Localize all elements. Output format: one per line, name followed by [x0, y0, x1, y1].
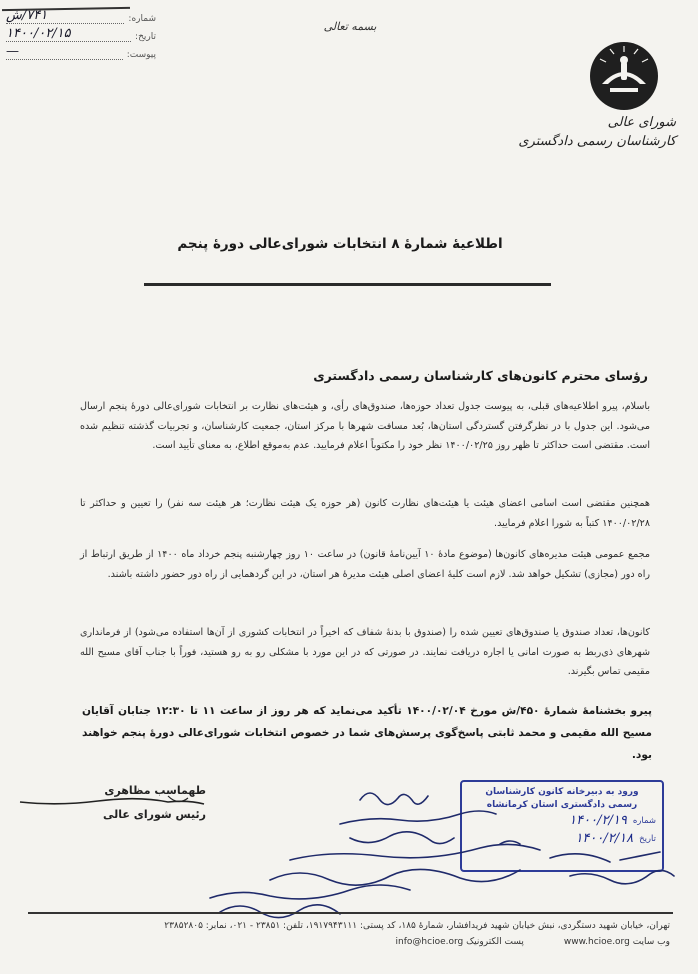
- organization-line2: کارشناسان رسمی دادگستری: [518, 134, 676, 149]
- attachment-value: —: [6, 44, 123, 60]
- footer-contacts: [10, 934, 670, 950]
- footer-website-group: [564, 934, 670, 950]
- meta-number-row: [6, 6, 156, 24]
- meta-date-row: [6, 24, 156, 42]
- paragraph-5: پیرو بخشنامهٔ شمارهٔ ۴۵۰/ش مورخ ۱۴۰۰/۰۲/۰۴ تأکید می‌نماید که هر روز از ساعت ۱۱ تا ۱۲:۳۰ جنابان آقایان مسیح الله مقیمی و محمد ثابتی پاسخ‌گوی پرسش‌های شما در خصوص انتخابات شورای‌عالی دورهٔ پنجم خواهند بود.: [82, 705, 652, 761]
- footer: [10, 918, 670, 950]
- footer-rule: [28, 912, 673, 914]
- stamp-number-value: ۱۴۰۰/۲/۱۹: [569, 813, 627, 828]
- footer-address: تهران، خیابان شهید دستگردی، نبش خیابان شهید فریدافشار، شمارهٔ ۱۸۵، کد پستی: ۱۹۱۷۹۴۳۱۱۱، تلفن: ۲۳۸۵۱ - ۰۲۱، نمابر: ۲۳۸۵۲۸۰۵: [164, 921, 670, 931]
- paragraph-3: مجمع عمومی هیئت مدیره‌های کانون‌ها (موضوع مادهٔ ۱۰ آیین‌نامهٔ قانون) در ساعت ۱۰ روز چهارشنبه پنجم خرداد ماه ۱۴۰۰ از طریق ارتباط از راه دور (مجازی) تشکیل خواهد شد. لازم است کلیهٔ اعضای اصلی هیئت مدیرهٔ هر استان، در این گردهمایی از راه دور حضور داشته باشند.: [80, 549, 650, 580]
- signatory-role: رئیس شورای عالی: [103, 808, 206, 821]
- footer-email-group: [396, 934, 524, 950]
- date-value: ۱۴۰۰/۰۲/۱۵: [6, 26, 131, 42]
- paragraph-4: کانون‌ها، تعداد صندوق یا صندوق‌های تعیین شده را (صندوق با بدنهٔ شفاف که اخیراً در انتخابات کشوری از آن‌ها استفاده می‌شود) از فرمانداری شهرهای ذی‌ربط به صورت امانی یا اجاره دریافت نمایند. در صورتی که در این مورد با مشکلی رو به رو هستید، فوراً با جناب آقای مسیح الله مقیمی تماس بگیرند.: [80, 627, 650, 677]
- signatory-name: طهماسب مظاهری: [104, 784, 206, 797]
- organization-line1: شورای عالی: [607, 115, 676, 130]
- number-value: ۷۴۱/ش: [6, 8, 124, 24]
- attachment-label: پیوست:: [126, 50, 156, 60]
- paragraph-1: باسلام، پیرو اطلاعیه‌های قبلی، به پیوست جدول تعداد حوزه‌ها، صندوق‌های رأی، و هیئت‌های نظارت بر انتخابات شورای‌عالی دورهٔ پنجم ارسال می‌شود. این جدول با در نظرگرفتن گستردگی استان‌ها، بُعد مسافت شهرها با مرکز استان، جمعیت کارشناسان، و تجربیات گذشته تنظیم شده است. مقتضی است حداکثر تا ظهر روز ۱۴۰۰/۰۲/۲۵ نظر خود را مکتوباً اعلام فرمایید. عدم به‌موقع اطلاع، به معنای تأیید است.: [80, 401, 650, 451]
- date-label: تاریخ:: [135, 32, 156, 42]
- organization-name: [506, 115, 676, 149]
- stamp-date-value: ۱۴۰۰/۲/۱۸: [575, 831, 634, 846]
- salutation: رؤسای محترم کانون‌های کارشناسان رسمی دادگستری: [313, 368, 648, 383]
- organization-logo-icon: [588, 40, 660, 112]
- announcement-title: اطلاعیهٔ شمارهٔ ۸ انتخابات شورای‌عالی دورهٔ پنجم: [177, 236, 503, 252]
- stamp-line1: ورود به دبیرخانه کانون کارشناسان: [485, 787, 639, 797]
- paragraph-2: همچنین مقتضی است اسامی اعضای هیئت یا هیئت‌های نظارت کانون (هر حوزه یک هیئت نظارت؛ هر هیئت سه نفر) را تعیین و حداکثر تا ۱۴۰۰/۰۲/۲۸ کتباً به شورا اعلام فرمایید.: [80, 498, 650, 529]
- meta-attachment-row: [6, 42, 156, 60]
- email-link[interactable]: info@hcioe.org: [395, 937, 464, 947]
- stamp-date-label: تاریخ: [639, 833, 656, 844]
- number-label: شماره:: [128, 14, 156, 24]
- website-link[interactable]: www.hcioe.org: [563, 937, 630, 947]
- website-label: وب سایت: [632, 937, 670, 947]
- stamp-number-label: شماره: [632, 815, 656, 826]
- stamp-line2: رسمی دادگستری استان کرمانشاه: [486, 800, 638, 810]
- handwritten-notes-icon: [150, 780, 690, 930]
- email-label: پست الکترونیک: [466, 937, 524, 947]
- letter-meta: [6, 6, 156, 60]
- bismillah: بسمه تعالی: [323, 20, 377, 33]
- title-underline: [144, 283, 551, 286]
